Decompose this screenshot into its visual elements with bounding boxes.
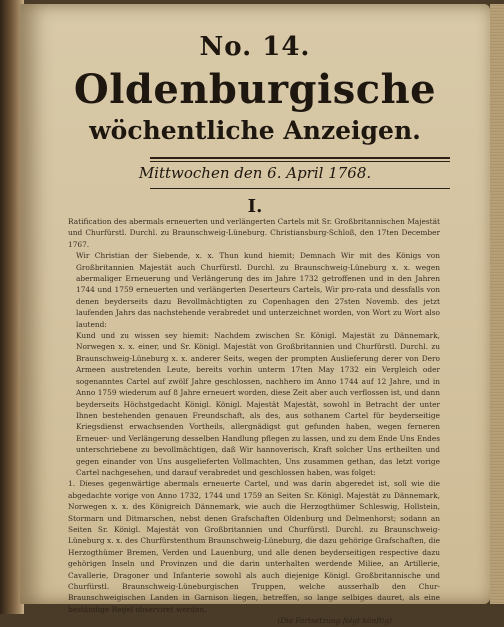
section-numeral: I. (247, 196, 263, 217)
continuation-note: (Die Fortsetzung folgt künftig) (277, 616, 392, 626)
masthead-title: Oldenburgische (73, 66, 437, 113)
article-paragraph: Wir Christian der Siebende, x. x. Thun kund hiemit; Demnach Wir mit des Königs von Großbritannien Majestät auch Churfürstl. Durchl. zu Braunschweig-Lüneburg x. x. wegen abermaliger Erneuerung und Verlängerung des im Jahre 1732 getroffenen und in den Jahren 1744 und 1759 erneuerten und verlängerten Deserteurs Cartels, Wir pro-rata und dessfalls von denen beyderseits dazu Bevollmächtigten zu Copenhagen den 27sten Novemb. des jetzt laufenden Jahrs das nachstehende verabredet und unterzeichnet worden, von Wort zu Wort also lautend: (76, 251, 440, 329)
article-paragraph: Kund und zu wissen sey hiemit: Nachdem zwischen Sr. Königl. Majestät zu Dännemark, Norwegen x. x. einer, und Sr. Königl. Majestät von Großbritannien und Churfürstl. Durchl. zu Braunschweig-Lüneburg x. x. anderer Seits, wegen der prompten Auslieferung derer von Dero Armeen austretenden Leute, bereits vorhin unterm 17ten May 1732 ein Vergleich oder sogenanntes Cartel auf zwölf Jahre geschlossen, nachhero im Anno 1744 auf 12 Jahre, und in Anno 1759 wiederum auf 8 Jahre erneuert worden, diese Zeit aber auch verflossen ist, und dann beyderseits Höchstgedacht Königl. Königl. Majestät Majestät, sowohl in Betracht der unter Ihnen bestehenden genauen Freundschaft, als des, aus sothanem Cartel für beyderseitige Kriegsdienst erwachsenden Vortheils, allergnädigst gut gefunden haben, wegen ferneren Erneuer- und Verlängerung desselben Handlung pflegen zu lassen, und zu dem Ende Uns Endes unterschriebene zu bevollmächtigen, daß Wir hannoverisch, Kraft solcher Uns ertheilten und gegen einander von Uns ausgelieferten Vollmachten, Uns zusammen gethan, das letzt vorige Cartel nachgesehen, und darauf verabredet und geschlossen haben, was folget: (76, 331, 440, 477)
masthead-subtitle: wöchentliche Anzeigen. (89, 116, 421, 145)
page-fore-edge (490, 4, 504, 604)
masthead-rule-top (150, 157, 450, 162)
article-paragraph: 1. Dieses gegenwärtige abermals erneuerte Cartel, und was darin abgeredet ist, soll wie die abgedachte vorige von Anno 1732, 1744 und 1759 an Seiten Sr. Königl. Majestät zu Dännemark, Norwegen x. x. des Königreich Dännemark, wie auch die Herzogthümer Schleswig, Hollstein, Stormarn und Ditmarschen, nebst denen Grafschaften Oldenburg und Delmenhorst; sodann an Seiten Sr. Königl. Majestät von Großbritannien und Churfürstl. Durchl. zu Braunschweig-Lüneburg x. x. des Churfürstenthum Braunschweig-Lüneburg, die dazu gehörige Grafschaften, die Herzogthümer Bremen, Verden und Lauenburg, und alle denen beyderseitigen respective dazu gehörigen Inseln und Provinzen und die darin unterhalten werdende Miliee, an Artillerie, Cavallerie, Dragoner und Infanterie sowohl als auch diejenige Königl. Großbritannische und Churfürstl. Braunschweig-Lüneburgischen Truppen, welche ausserhalb den Chur-Braunschweigischen Landen in Garnison liegen, betreffen, so lange selbiges dauret, als eine beständige Regel observiret werden, (68, 479, 440, 614)
article-heading-paragraph: Ratification des abermals erneuerten und verlängerten Cartels mit Sr. Großbritannischen Majestät und Churfürstl. Durchl. zu Braunschweig-Lüneburg. Christiansburg-Schloß, den 17ten December 1767. (68, 217, 440, 249)
article-body (60, 216, 440, 627)
masthead-rule-bottom (150, 188, 450, 189)
issue-number: No. 14. (199, 32, 311, 62)
newspaper-page (20, 4, 490, 626)
dateline: Mittwochen den 6. April 1768. (138, 164, 372, 182)
